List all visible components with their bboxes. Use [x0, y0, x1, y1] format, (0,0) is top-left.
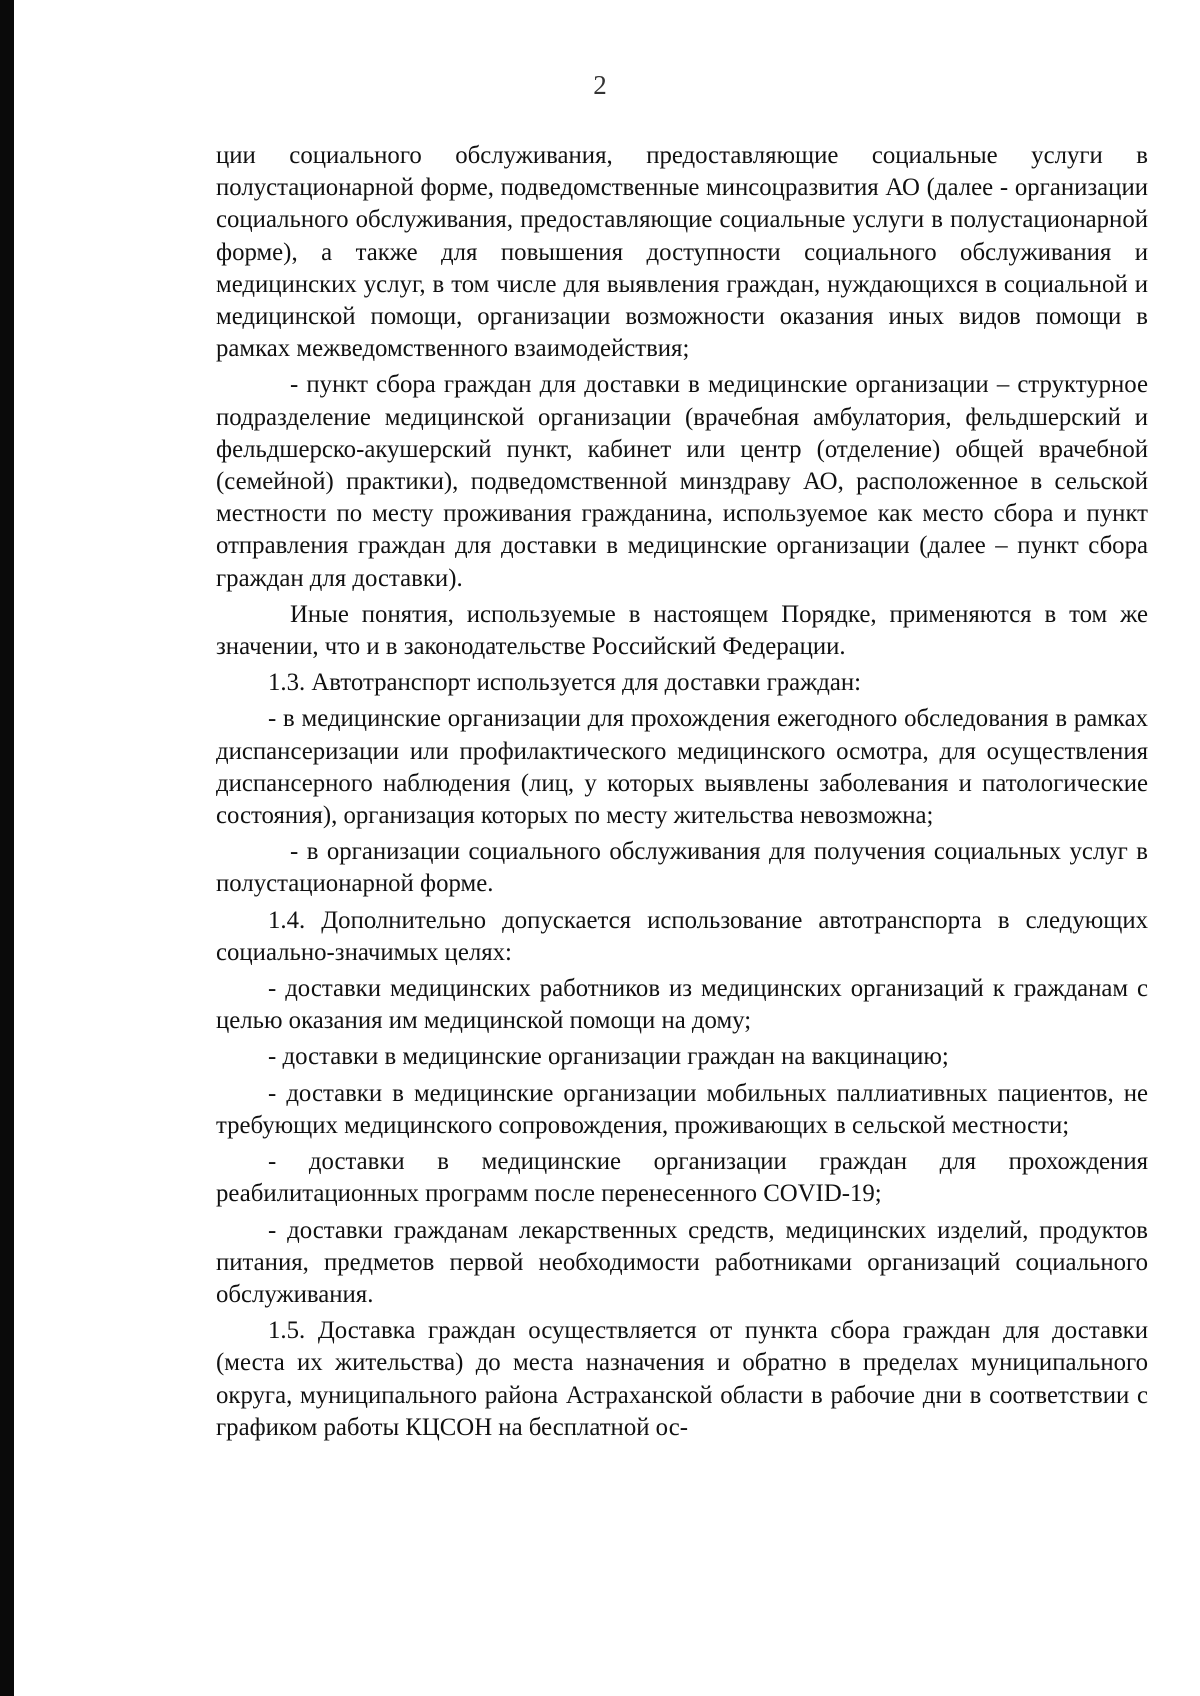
list-item-vaccination: - доставки в медицинские организации граждан на вакцинацию; — [268, 1043, 949, 1071]
clause-1-4: 1.4. Дополнительно допускается использование автотранспорта в следующих социально-значимых целях: — [216, 906, 1148, 966]
list-item-medical-workers: - доставки медицинских работников из медицинских организаций к гражданам с целью оказания им медицинской помощи на дому; — [216, 975, 1148, 1035]
list-item-supplies: - доставки гражданам лекарственных средств, медицинских изделий, продуктов питания, предметов первой необходимости работниками организаций социального обслуживания. — [216, 1216, 1148, 1308]
list-item-social-orgs: - в организации социального обслуживания для получения социальных услуг в полустационарной форме. — [216, 838, 1148, 898]
list-item-covid-rehab: - доставки в медицинские организации граждан для прохождения реабилитационных программ после перенесенного COVID-19; — [216, 1148, 1148, 1208]
document-body — [216, 140, 1148, 1448]
paragraph-other-terms: Иные понятия, используемые в настоящем Порядке, применяются в том же значении, что и в законодательстве Российский Федерации. — [216, 600, 1148, 661]
scan-edge — [0, 0, 14, 1696]
paragraph-definition-collection-point: - пункт сбора граждан для доставки в медицинские организации – структурное подразделение медицинской организации (врачебная амбулатория, фельдшерский и фельдшерско-акушерский пункт, кабинет или центр (отделение) общей врачебной (семейной) практики), подведомственной минздраву АО, расположенное в сельской местности по месту проживания гражданина, используемое как место сбора и пункт отправления граждан для доставки в медицинские организации (далее – пункт сбора граждан для доставки). — [216, 371, 1148, 592]
clause-1-5: 1.5. Доставка граждан осуществляется от пункта сбора граждан для доставки (места их жительства) до места назначения и обратно в пределах муниципального округа, муниципального района Астраханской области в рабочие дни в соответствии с графиком работы КЦСОН на бесплатной ос- — [216, 1317, 1148, 1441]
clause-1-3-heading: 1.3. Автотранспорт используется для доставки граждан: — [268, 669, 862, 697]
paragraph-continuation: ции социального обслуживания, предоставляющие социальные услуги в полустационарной форме, подведомственные минсоцразвития АО (далее - организации социального обслуживания, предоставляющие социальные услуги в полустационарной форме), а также для повышения доступности социального обслуживания и медицинских услуг, в том числе для выявления граждан, нуждающихся в социальной и медицинской помощи, организации возможности оказания иных видов помощи в рамках межведомственного взаимодействия; — [216, 142, 1148, 363]
list-item-palliative: - доставки в медицинские организации мобильных паллиативных пациентов, не требующих медицинского сопровождения, проживающих в сельской местности; — [216, 1079, 1148, 1139]
list-item-medical-orgs: - в медицинские организации для прохождения ежегодного обследования в рамках диспансеризации или профилактического медицинского осмотра, для осуществления диспансерного наблюдения (лиц, у которых выявлены заболевания и патологические состояния), организация которых по месту жительства невозможна; — [216, 705, 1148, 830]
page-number: 2 — [593, 70, 607, 100]
